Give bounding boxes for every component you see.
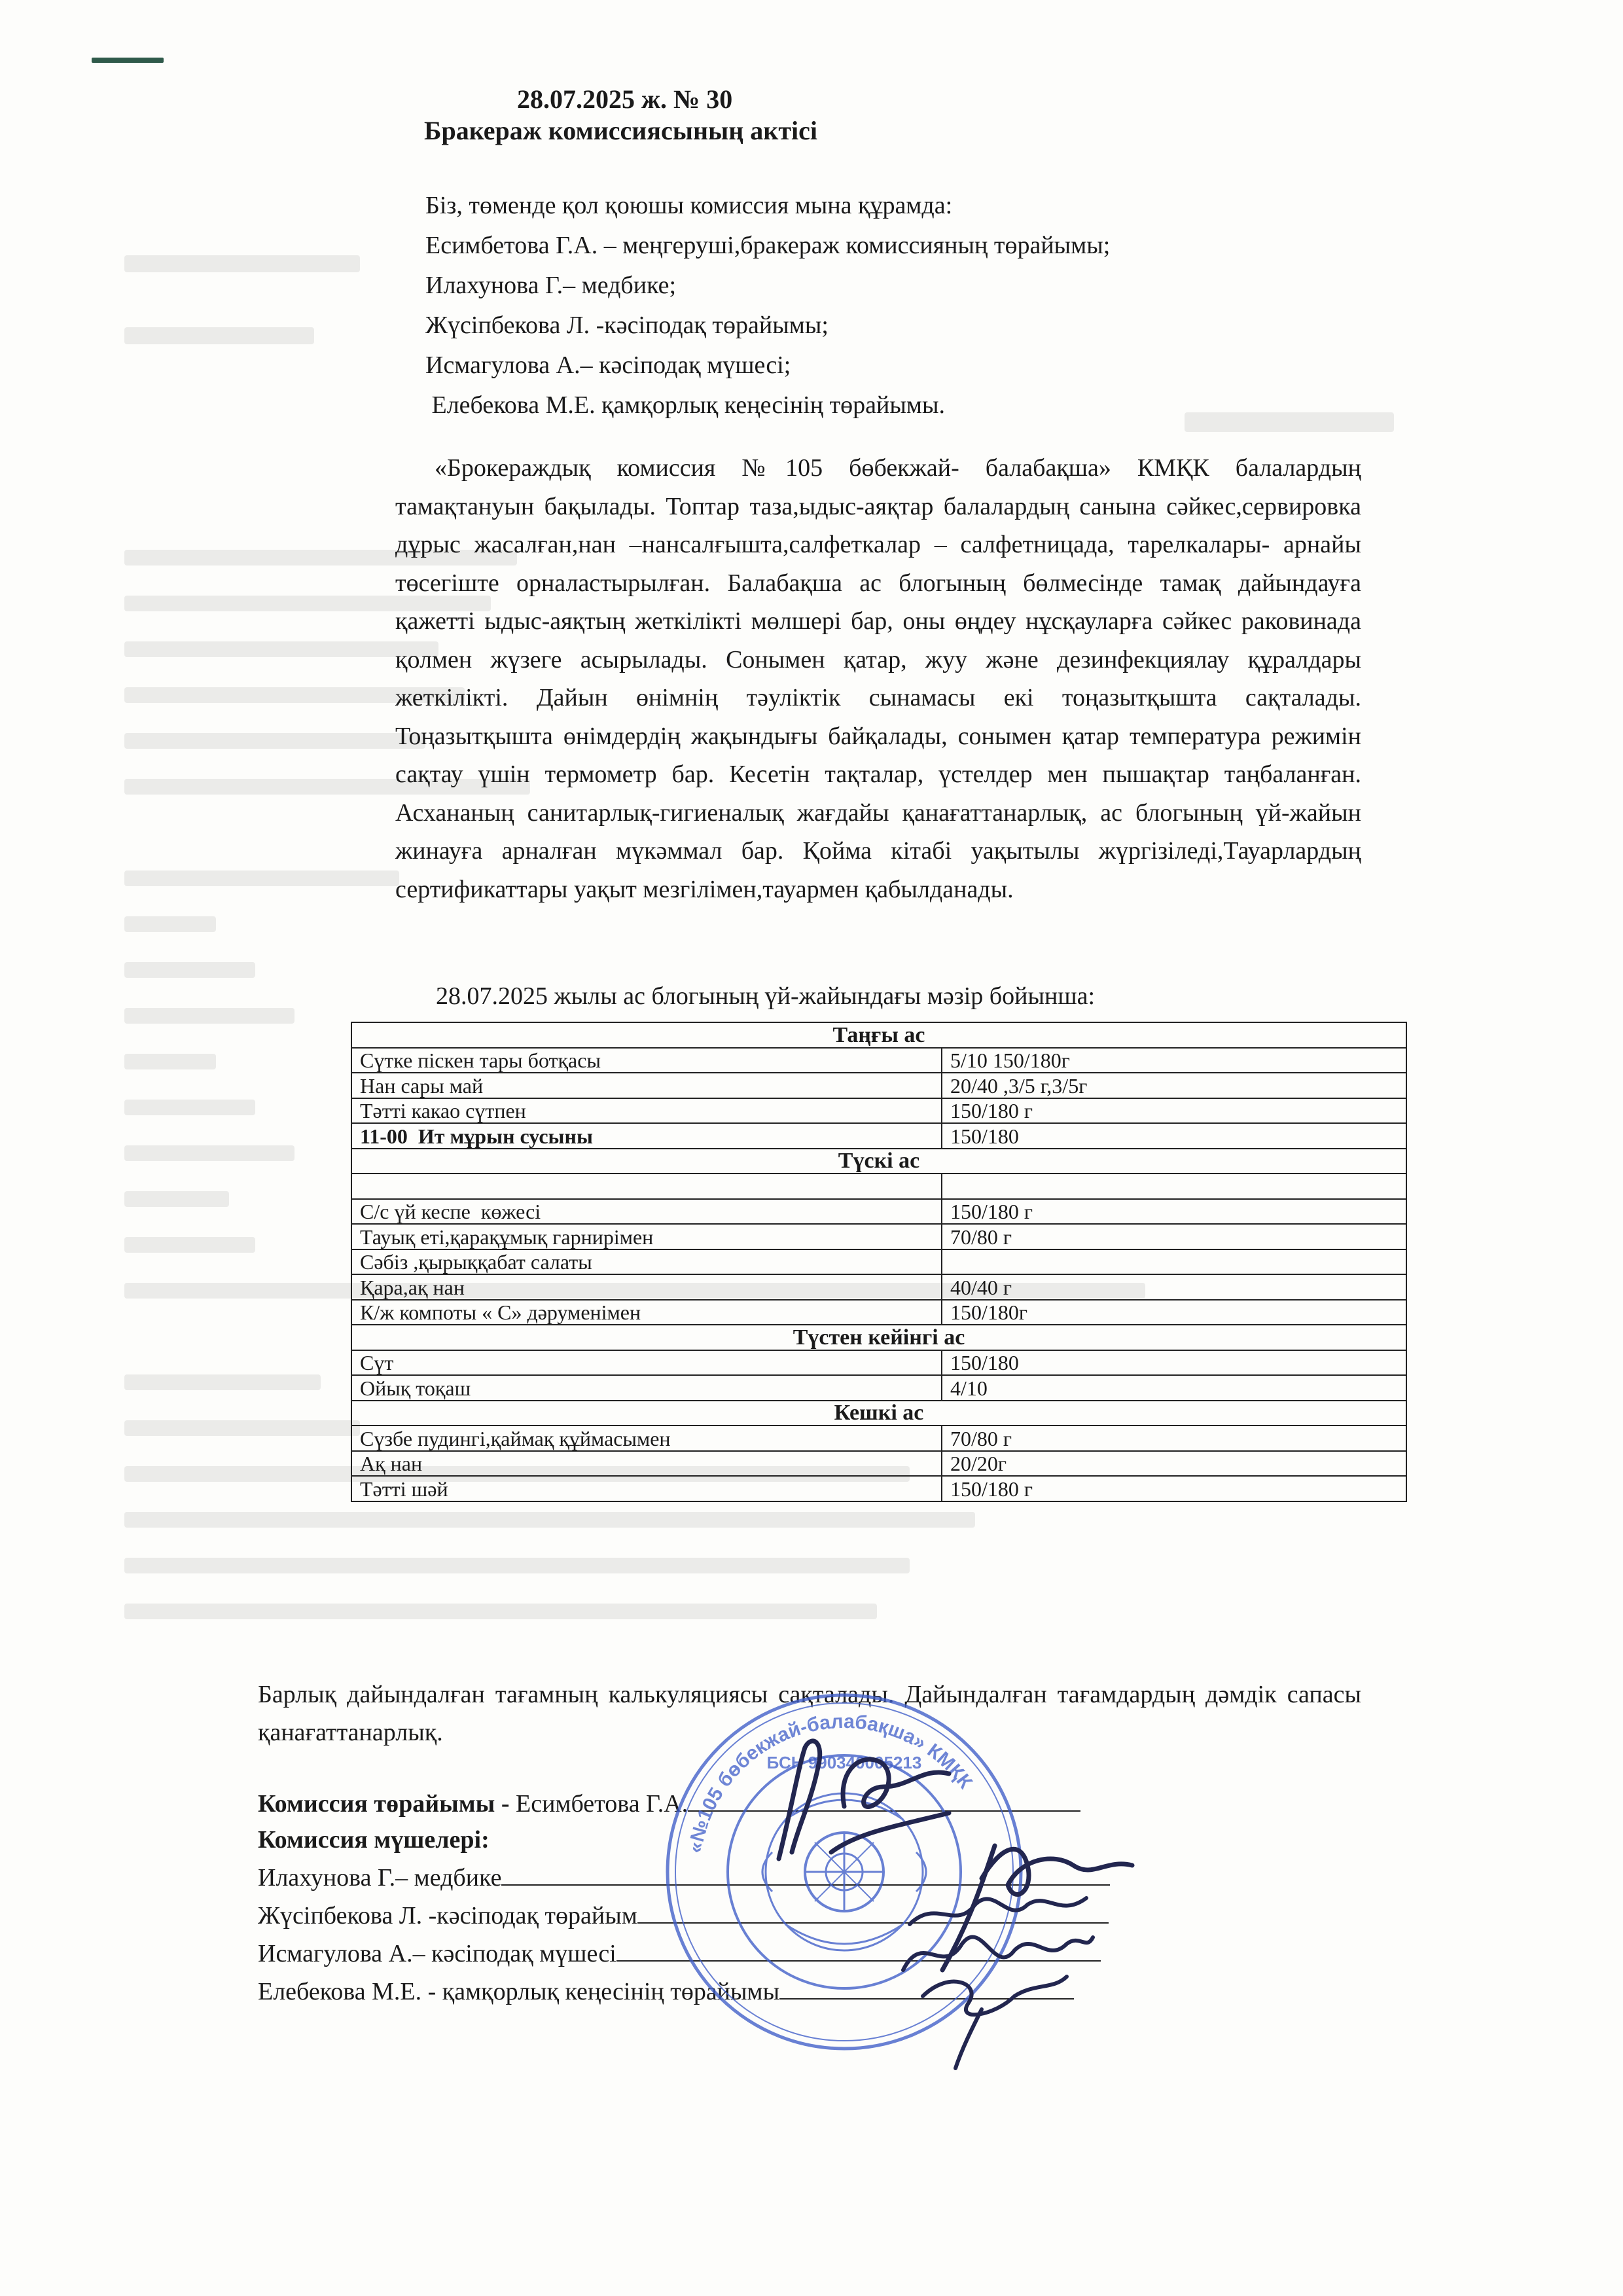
dish-portion: 4/10 xyxy=(942,1375,1406,1401)
section-row xyxy=(351,1325,1406,1350)
scan-corner-mark xyxy=(92,58,164,63)
closing-statement: Барлық дайындалған тағамның калькуляциясы сақталады. Дайындалған тағамдардың дәмдік сапасы қанағаттанарлық. xyxy=(258,1681,1361,1746)
inspection-paragraph: «Брокераждық комиссия №105 бөбекжай- балабақша» КМҚК балалардың тамақтануын бақылады. Топтар таза,ыдыс-аяқтар балалардың санына сәйкес,сервировка дұрыс жасалған,нан –нансалғышта,салфеткалар – салфетницада, тарелкалары- арнайы төсегіште орналастырылған. Балабақша ас блогының бөлмесінде тамақ дайындауға қажетті ыдыс-аяқтың жеткілікті мөлшері бар, оны өңдеу нұсқауларға сәйкес раковинада қолмен жүзеге асырылады. Сонымен қатар, жуу және дезинфекциялау құралдары жеткілікті. Дайын өнімнің тәуліктік сынамасы екі тоңазытқышта сақталады. Тоңазытқышта өнімдердің жақындығы байқалады, сонымен қатар температура режимін сақтау үшін термометр бар. Кесетін тақталар, үстелдер мен пышақтар таңбаланған. Асхананың санитарлық-гигиеналық жағдайы қанағаттанарлық, ас блогының үй-жайын жинауға арналған мүкәммал бар. Қойма кітабі уақытылы жүргізіледі,Тауарлардың сертификаттары уақыт мезгілімен,тауармен қабылданады. xyxy=(395,454,1361,903)
table-row xyxy=(351,1274,1406,1300)
dish-portion: 150/180 xyxy=(942,1123,1406,1149)
member-line: Есимбетова Г.А. – меңгеруші,бракераж комиссияның төрайымы; xyxy=(425,232,1111,259)
member-line: Исмагулова А.– кәсіподақ мүшесі; xyxy=(425,351,791,379)
table-row xyxy=(351,1048,1406,1073)
dish-name: Ақ нан xyxy=(351,1451,942,1477)
act-title: Бракераж комиссиясының актісі xyxy=(424,116,817,145)
section-row xyxy=(351,1022,1406,1048)
dish-name: К/ж компоты « С» дәруменімен xyxy=(351,1300,942,1325)
dish-name: Сүтке піскен тары ботқасы xyxy=(351,1048,942,1073)
menu-intro: 28.07.2025 жылы ас блогының үй-жайындағы мәзір бойынша: xyxy=(436,982,1096,1010)
dish-portion: 150/180 г xyxy=(942,1476,1406,1501)
dish-name: С/с үй кеспе көжесі xyxy=(351,1199,942,1225)
dish-portion: 20/20г xyxy=(942,1451,1406,1477)
dish-name: Сүзбе пудингі,қаймақ құймасымен xyxy=(351,1426,942,1451)
dish-name: Тауық еті,қарақұмық гарнирімен xyxy=(351,1224,942,1249)
member-line: Елебекова М.Е. қамқорлық кеңесінің төрайымы. xyxy=(425,391,945,419)
dish-portion: 150/180 xyxy=(942,1350,1406,1376)
table-row xyxy=(351,1426,1406,1451)
dish-portion xyxy=(942,1249,1406,1275)
table-row xyxy=(351,1174,1406,1199)
dish-portion: 70/80 г xyxy=(942,1224,1406,1249)
dish-name: 11-00 Ит мұрын сусыны xyxy=(351,1123,942,1149)
dish-portion: 20/40 ,3/5 г,3/5г xyxy=(942,1073,1406,1098)
stamp-code: БСН 990340005213 xyxy=(766,1753,922,1772)
stamp-text: «№105 бөбекжай-балабақша» КМҚК xyxy=(684,1710,976,1855)
table-row xyxy=(351,1476,1406,1501)
member-signatory: Исмагулова А.– кәсіподақ мүшесі xyxy=(258,1940,616,1967)
table-row xyxy=(351,1249,1406,1275)
dish-name: Қара,ақ нан xyxy=(351,1274,942,1300)
member-line: Жүсіпбекова Л. -кәсіподақ төрайымы; xyxy=(425,312,829,339)
chair-label: Комиссия төрайымы - xyxy=(258,1790,516,1818)
dish-portion xyxy=(942,1174,1406,1199)
dish-portion: 150/180 г xyxy=(942,1098,1406,1124)
member-signature-4 xyxy=(910,1964,1080,2075)
section-row xyxy=(351,1149,1406,1174)
section-title: Кешкі ас xyxy=(351,1401,1406,1426)
dish-portion: 150/180 г xyxy=(942,1199,1406,1225)
table-row xyxy=(351,1224,1406,1249)
dish-name: Сәбіз ,қырыққабат салаты xyxy=(351,1249,942,1275)
member-signatory: Елебекова М.Е. - қамқорлық кеңесінің төрайымы xyxy=(258,1978,780,2005)
dish-name: Тәтті шәй xyxy=(351,1476,942,1501)
member-signatory: Жүсіпбекова Л. -кәсіподақ төрайым xyxy=(258,1902,637,1929)
chair-name: Есимбетова Г.А. xyxy=(515,1790,688,1818)
table-row xyxy=(351,1098,1406,1124)
member-line: Илахунова Г.– медбике; xyxy=(425,272,677,299)
commission-composition xyxy=(425,186,1110,425)
menu-table xyxy=(351,1022,1407,1502)
section-title: Түскі ас xyxy=(351,1149,1406,1174)
section-title: Таңғы ас xyxy=(351,1022,1406,1048)
table-row xyxy=(351,1073,1406,1098)
dish-portion: 70/80 г xyxy=(942,1426,1406,1451)
dish-name: Сүт xyxy=(351,1350,942,1376)
members-label: Комиссия мүшелері: xyxy=(258,1826,490,1854)
table-row xyxy=(351,1350,1406,1376)
dish-portion: 5/10 150/180г xyxy=(942,1048,1406,1073)
member-signatory: Илахунова Г.– медбике xyxy=(258,1864,502,1892)
dish-name xyxy=(351,1174,942,1199)
table-row xyxy=(351,1451,1406,1477)
section-title: Түстен кейінгі ас xyxy=(351,1325,1406,1350)
section-row xyxy=(351,1401,1406,1426)
composition-intro: Біз, төменде қол қоюшы комиссия мына құрамда: xyxy=(425,192,953,219)
table-row xyxy=(351,1123,1406,1149)
table-row xyxy=(351,1300,1406,1325)
dish-name: Ойық тоқаш xyxy=(351,1375,942,1401)
dish-portion: 40/40 г xyxy=(942,1274,1406,1300)
table-row xyxy=(351,1199,1406,1225)
act-date-number: 28.07.2025 ж. № 30 xyxy=(517,84,733,114)
dish-name: Тәтті какао сүтпен xyxy=(351,1098,942,1124)
dish-name: Нан сары май xyxy=(351,1073,942,1098)
dish-portion: 150/180г xyxy=(942,1300,1406,1325)
table-row xyxy=(351,1375,1406,1401)
